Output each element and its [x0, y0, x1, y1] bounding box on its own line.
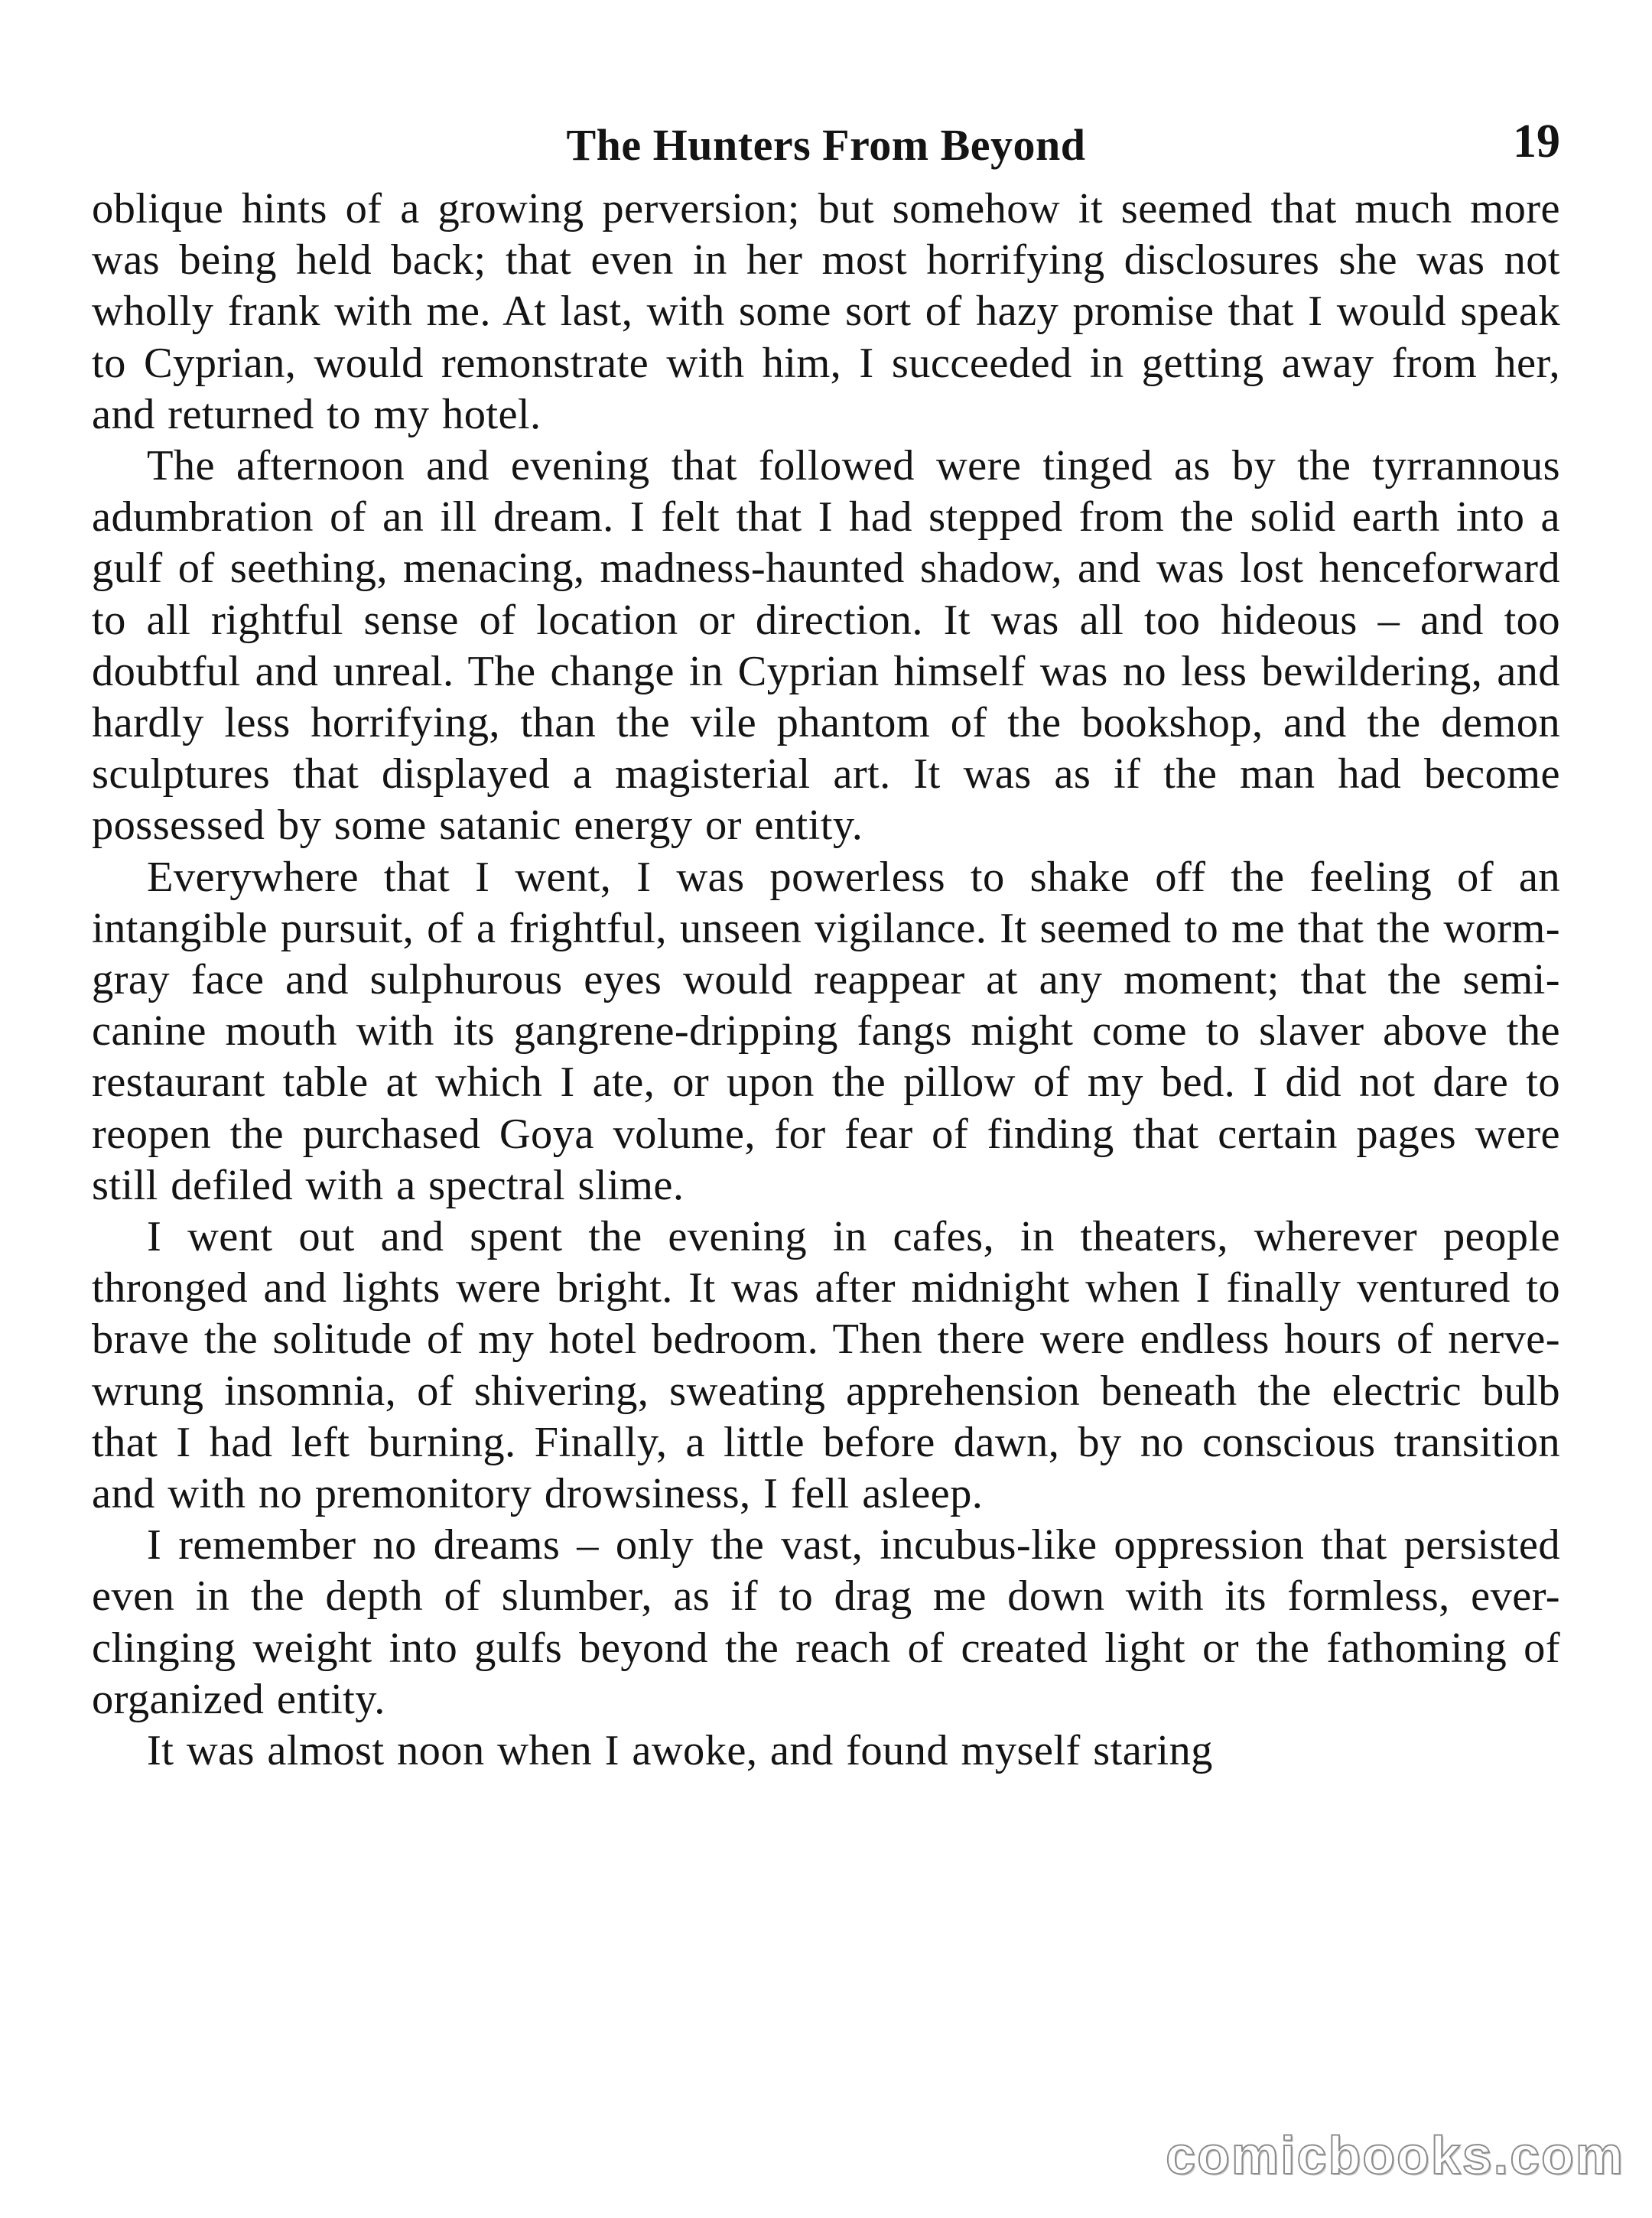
paragraph: I went out and spent the evening in cafes, in theaters, wherever people thronged and lights were bright. It was after midnight when I finally ventured to brave the solitude of my hotel bedroom. Then there were endless hours of nerve-wrung insomnia, of shivering, sweating apprehension beneath the electric bulb that I had left burning. Finally, a little before dawn, by no conscious transition and with no premonitory drowsiness, I fell asleep. [92, 1213, 1560, 1518]
watermark-logo: comicbooks.com [1166, 2125, 1624, 2185]
paragraph: I remember no dreams – only the vast, incubus-like oppression that persisted even in the depth of slumber, as if to drag me down with its formless, ever-clinging weight into gulfs beyond the reach of created light or the fathoming of organized entity. [92, 1521, 1560, 1723]
body-text [92, 184, 1560, 1777]
page-number: 19 [1513, 115, 1560, 167]
running-title: The Hunters From Beyond [566, 120, 1086, 170]
paragraph: Everywhere that I went, I was powerless to shake off the feeling of an intangible pursuit, of a frightful, unseen vigilance. It seemed to me that the worm-gray face and sulphurous eyes would reappear at any moment; that the semi-canine mouth with its gangrene-dripping fangs might come to slaver above the restaurant table at which I ate, or upon the pillow of my bed. I did not dare to reopen the purchased Goya volume, for fear of finding that certain pages were still defiled with a spectral slime. [92, 853, 1560, 1209]
paragraph-last: It was almost noon when I awoke, and found myself staring [147, 1727, 1213, 1775]
running-head [92, 115, 1560, 184]
paragraph: The afternoon and evening that followed were tinged as by the tyrrannous adumbration of an ill dream. I felt that I had stepped from the solid earth into a gulf of seething, menacing, madness-haunted shadow, and was lost henceforward to all rightful sense of location or direction. It was all too hideous – and too doubtful and unreal. The change in Cyprian himself was no less bewildering, and hardly less horrifying, than the vile phantom of the bookshop, and the demon sculptures that displayed a magisterial art. It was as if the man had become possessed by some satanic energy or entity. [92, 442, 1560, 850]
paragraph-continued: oblique hints of a growing perversion; but somehow it seemed that much more was being held back; that even in her most horrifying disclosures she was not wholly frank with me. At last, with some sort of hazy promise that I would speak to Cyprian, would remonstrate with him, I succeeded in getting away from her, and returned to my hotel. [92, 185, 1560, 438]
book-page [92, 115, 1560, 2119]
